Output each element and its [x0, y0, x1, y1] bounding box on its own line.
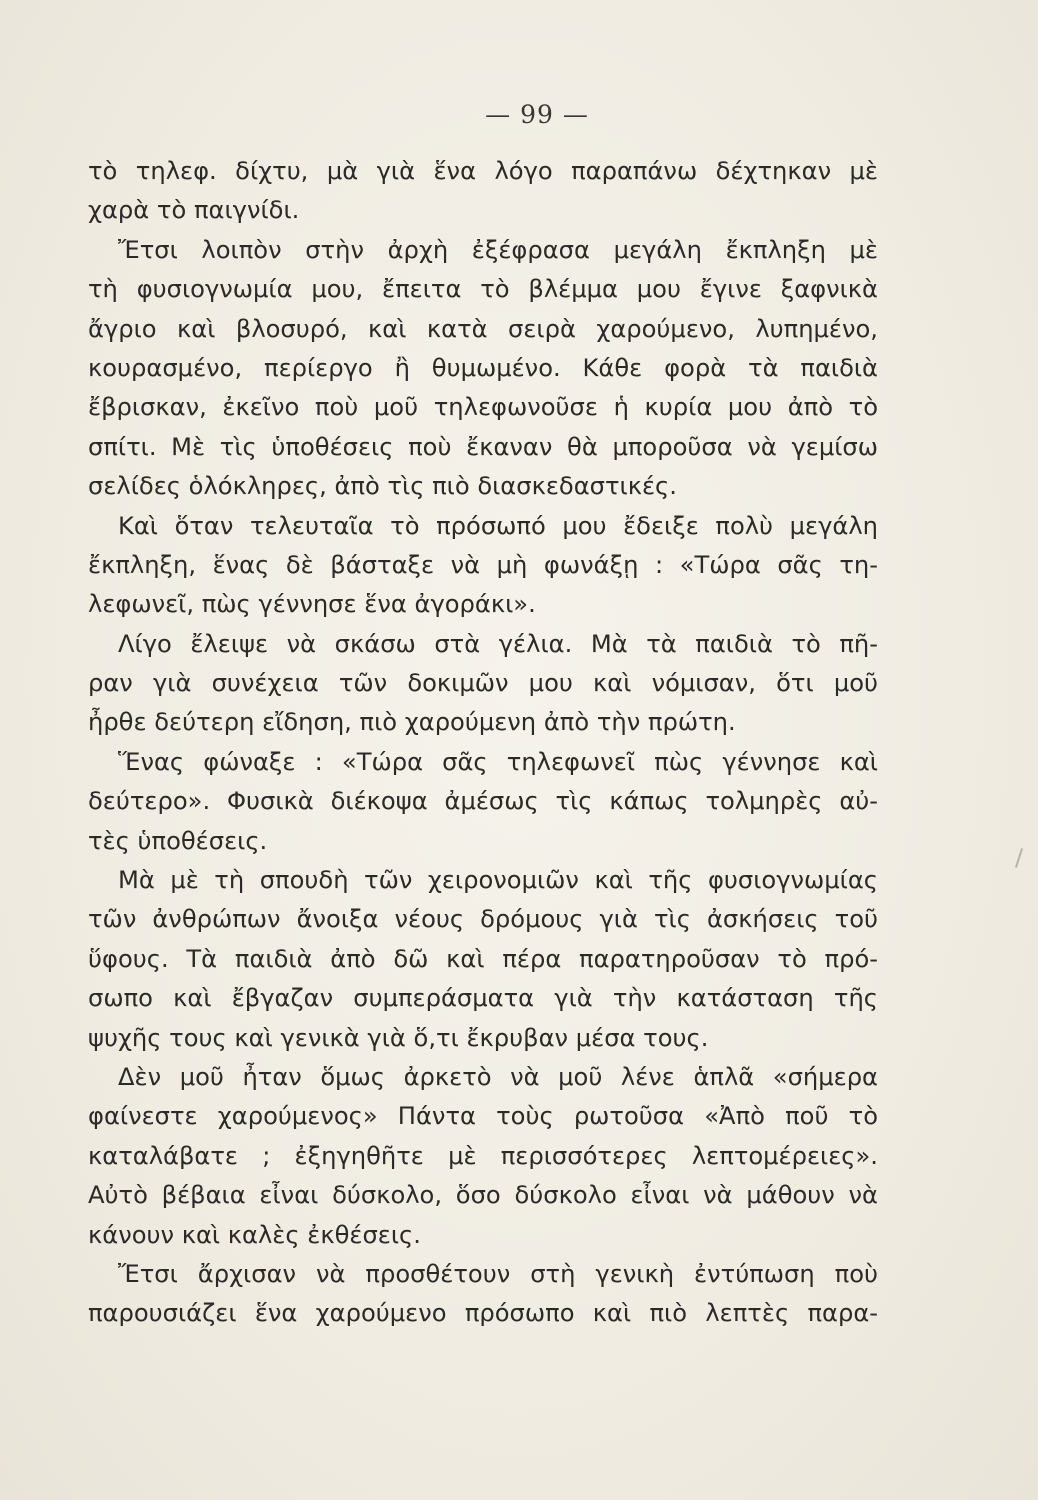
- text-line: ψυχῆς τους καὶ γενικὰ γιὰ ὅ,τι ἔκρυβαν μέσα τους.: [88, 1023, 709, 1052]
- text-line: Ἔτσι λοιπὸν στὴν ἀρχὴ ἐξέφρασα μεγάλη ἔκπληξη μὲ: [118, 235, 878, 264]
- text-line: χαρὰ τὸ παιγνίδι.: [88, 196, 300, 225]
- body-text: [88, 152, 878, 1334]
- text-line: ἔβρισκαν, ἐκεῖνο ποὺ μοῦ τηλεφωνοῦσε ἡ κυρία μου ἀπὸ τὸ: [88, 393, 878, 422]
- text-line: ἦρθε δεύτερη εἴδηση, πιὸ χαρούμενη ἀπὸ τὴν πρώτη.: [88, 708, 736, 737]
- margin-mark: [1015, 848, 1023, 868]
- text-line: παρουσιάζει ἕνα χαρούμενο πρόσωπο καὶ πιὸ λεπτὲς παρα-: [88, 1299, 878, 1328]
- text-line: Ἕνας φώναξε : «Τώρα σᾶς τηλεφωνεῖ πὼς γέννησε καὶ: [118, 747, 878, 776]
- text-line: λεφωνεῖ, πὼς γέννησε ἕνα ἀγοράκι».: [88, 590, 536, 619]
- text-line: τὸ τηλεφ. δίχτυ, μὰ γιὰ ἕνα λόγο παραπάνω δέχτηκαν μὲ: [88, 157, 878, 185]
- page-number: — 99 —: [485, 100, 589, 129]
- text-line: καταλάβατε ; ἐξηγηθῆτε μὲ περισσότερες λεπτομέρειες».: [88, 1141, 878, 1170]
- text-line: ὕφους. Τὰ παιδιὰ ἀπὸ δῶ καὶ πέρα παρατηροῦσαν τὸ πρό-: [88, 944, 878, 973]
- text-line: ἄγριο καὶ βλοσυρό, καὶ κατὰ σειρὰ χαρούμενο, λυπημένο,: [88, 314, 878, 343]
- text-line: Δὲν μοῦ ἦταν ὅμως ἀρκετὸ νὰ μοῦ λένε ἁπλᾶ «σήμερα: [118, 1062, 878, 1091]
- text-line: τὴ φυσιογνωμία μου, ἔπειτα τὸ βλέμμα μου ἔγινε ξαφνικὰ: [88, 275, 878, 304]
- text-line: φαίνεστε χαρούμενος» Πάντα τοὺς ρωτοῦσα «Ἀπὸ ποῦ τὸ: [88, 1102, 878, 1131]
- text-line: σελίδες ὁλόκληρες, ἀπὸ τὶς πιὸ διασκεδαστικές.: [88, 472, 677, 501]
- text-line: Αὐτὸ βέβαια εἶναι δύσκολο, ὅσο δύσκολο εἶναι νὰ μάθουν νὰ: [88, 1181, 878, 1210]
- text-line: ραν γιὰ συνέχεια τῶν δοκιμῶν μου καὶ νόμισαν, ὅτι μοῦ: [88, 669, 878, 698]
- text-line: σωπο καὶ ἔβγαζαν συμπεράσματα γιὰ τὴν κατάσταση τῆς: [88, 984, 878, 1013]
- text-line: Μὰ μὲ τὴ σπουδὴ τῶν χειρονομιῶν καὶ τῆς φυσιογνωμίας: [118, 866, 878, 895]
- text-line: τὲς ὑποθέσεις.: [88, 826, 268, 855]
- text-line: δεύτερο». Φυσικὰ διέκοψα ἀμέσως τὶς κάπως τολμηρὲς αὐ-: [88, 787, 878, 816]
- text-line: σπίτι. Μὲ τὶς ὑποθέσεις ποὺ ἔκαναν θὰ μποροῦσα νὰ γεμίσω: [88, 432, 878, 461]
- text-line: κάνουν καὶ καλὲς ἐκθέσεις.: [88, 1220, 421, 1249]
- text-line: ἔκπληξη, ἕνας δὲ βάσταξε νὰ μὴ φωνάξῃ : «Τώρα σᾶς τη-: [88, 550, 878, 579]
- text-line: Λίγο ἔλειψε νὰ σκάσω στὰ γέλια. Μὰ τὰ παιδιὰ τὸ πῆ-: [118, 629, 878, 658]
- text-line: Ἔτσι ἄρχισαν νὰ προσθέτουν στὴ γενικὴ ἐντύπωση ποὺ: [118, 1259, 878, 1288]
- text-line: κουρασμένο, περίεργο ἢ θυμωμένο. Κάθε φορὰ τὰ παιδιὰ: [88, 353, 878, 382]
- text-line: τῶν ἀνθρώπων ἄνοιξα νέους δρόμους γιὰ τὶς ἀσκήσεις τοῦ: [88, 905, 878, 934]
- text-line: Καὶ ὅταν τελευταῖα τὸ πρόσωπό μου ἔδειξε πολὺ μεγάλη: [118, 511, 878, 540]
